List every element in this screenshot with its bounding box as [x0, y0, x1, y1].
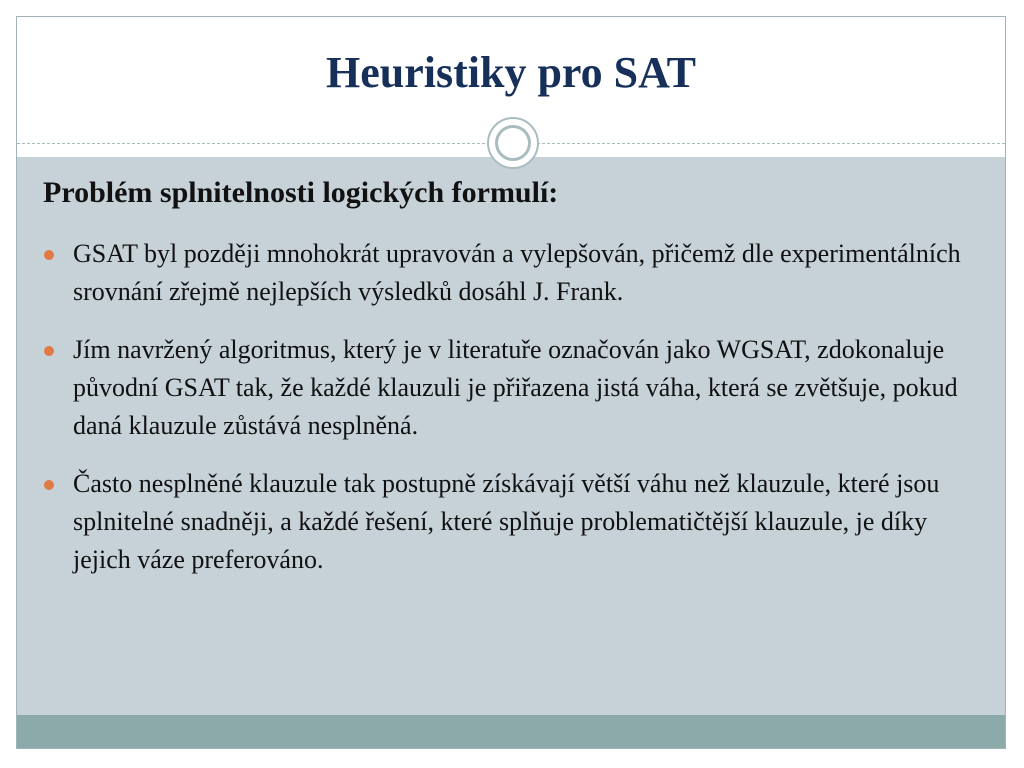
bullet-text: Často nesplněné klauzule tak postupně získávají větší váhu než klauzule, které jsou splnitelné snadněji, a každé řešení, které splňuje problematičtější klauzule, je díky jejich váze preferováno. — [73, 469, 940, 574]
bullet-text: Jím navržený algoritmus, který je v literatuře označován jako WGSAT, zdokonaluje původní GSAT tak, že každé klauzuli je přiřazena jistá váha, která se zvětšuje, pokud daná klauzule zůstává nesplněná. — [73, 335, 958, 440]
bullet-item — [43, 331, 963, 445]
bullet-item — [43, 235, 963, 311]
footer-bar — [17, 715, 1005, 748]
bullet-dot-icon — [44, 346, 54, 356]
slide-title: Heuristiky pro SAT — [326, 48, 696, 97]
bullet-text: GSAT byl později mnohokrát upravován a vylepšován, přičemž dle experimentálních srovnání zřejmě nejlepších výsledků dosáhl J. Frank. — [73, 239, 961, 306]
slide — [16, 16, 1006, 749]
bullet-list — [43, 235, 963, 599]
bullet-item — [43, 465, 963, 579]
slide-subheading: Problém splnitelnosti logických formulí: — [43, 176, 559, 209]
circle-ornament-inner — [495, 125, 531, 161]
bullet-dot-icon — [44, 480, 54, 490]
bullet-dot-icon — [44, 250, 54, 260]
circle-ornament-icon — [487, 117, 539, 169]
